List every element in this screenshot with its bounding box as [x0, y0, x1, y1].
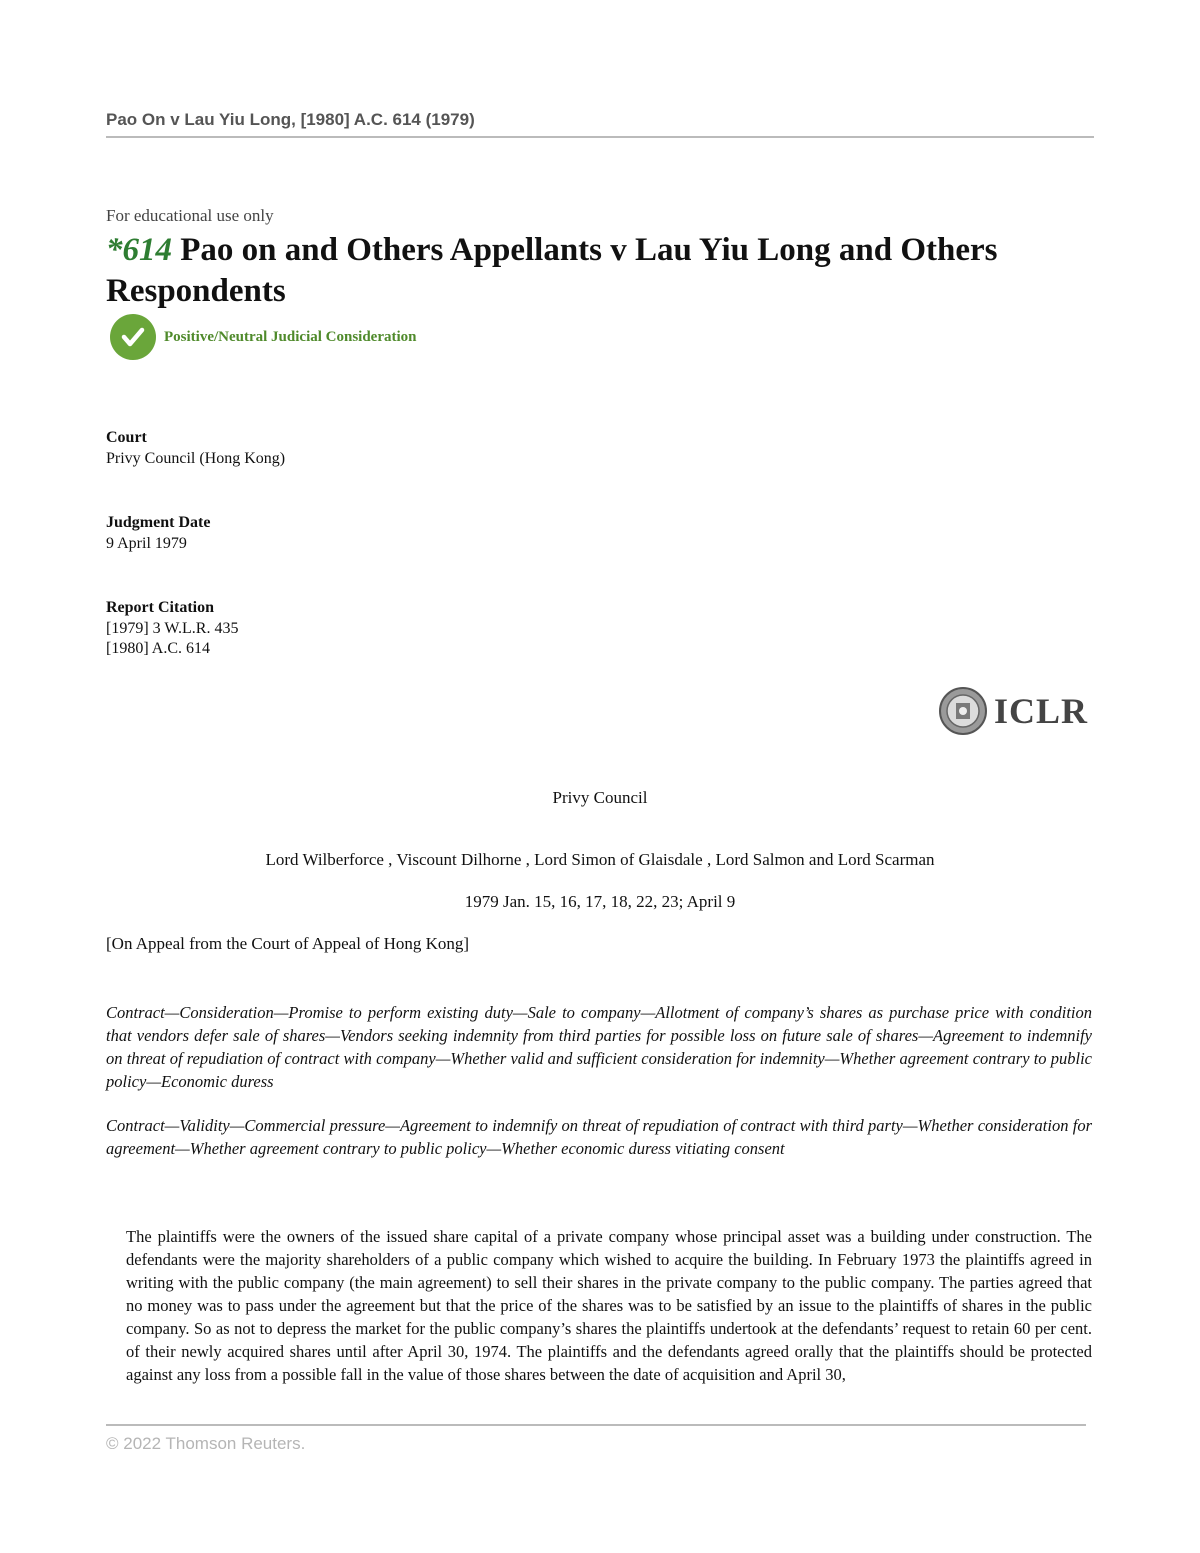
hearing-dates: 1979 Jan. 15, 16, 17, 18, 22, 23; April 9: [464, 892, 736, 911]
tribunal-name: Privy Council: [552, 788, 648, 807]
iclr-logo-text: ICLR: [994, 691, 1089, 731]
header-divider: [106, 136, 1094, 138]
document-header-citation: Pao On v Lau Yiu Long, [1980] A.C. 614 (1979): [106, 110, 475, 129]
judgment-date-label: Judgment Date: [106, 514, 211, 531]
case-title-text: Pao on and Others Appellants v Lau Yiu Long and Others Respondents: [106, 232, 998, 309]
appeal-from: [On Appeal from the Court of Appeal of Hong Kong]: [106, 934, 470, 953]
iclr-crest-icon: [938, 684, 988, 738]
judicial-treatment-label[interactable]: Positive/Neutral Judicial Consideration: [164, 328, 417, 345]
judicial-treatment-flag[interactable]: [110, 314, 417, 360]
educational-use-notice: For educational use only: [106, 206, 274, 225]
copyright-footer: © 2022 Thomson Reuters.: [106, 1434, 306, 1453]
court-label: Court: [106, 429, 147, 446]
footer-divider: [106, 1424, 1086, 1426]
report-citation-label: Report Citation: [106, 599, 214, 616]
judges-list: Lord Wilberforce , Viscount Dilhorne , Lord Simon of Glaisdale , Lord Salmon and Lord Scarman: [265, 850, 935, 869]
report-citation-2: [1980] A.C. 614: [106, 640, 210, 657]
court-value: Privy Council (Hong Kong): [106, 450, 286, 467]
headnote-paragraph: The plaintiffs were the owners of the issued share capital of a private company whose principal asset was a building under construction. The defendants were the majority shareholders of a public company which wished to acquire the building. In February 1973 the plaintiffs agreed in writing with the public company (the main agreement) to sell their shares in the private company to the public company. The parties agreed that no money was to pass under the agreement but that the price of the shares was to be satisfied by an issue to the plaintiffs of shares in the public company. So as not to depress the market for the public company’s shares the plaintiffs undertook at the defendants’ request to retain 60 per cent. of their newly acquired shares until after April 30, 1974. The plaintiffs and the defendants agreed orally that the plaintiffs should be protected against any loss from a possible fall in the value of those shares between the date of acquisition and April 30,: [126, 1227, 1092, 1384]
catchwords-1: Contract—Consideration—Promise to perform existing duty—Sale to company—Allotment of company’s shares as purchase price with condition that vendors defer sale of shares—Vendors seeking indemnity from third parties for possible loss on future sale of shares—Agreement to indemnify on threat of repudiation of contract with company—Whether valid and sufficient consideration for indemnity—Whether agreement contrary to public policy—Economic duress: [106, 1003, 1092, 1091]
catchwords-2: Contract—Validity—Commercial pressure—Agreement to indemnify on threat of repudiation of contract with third party—Whether consideration for agreement—Whether agreement contrary to public policy—Whether economic duress vitiating consent: [106, 1116, 1092, 1158]
iclr-logo: [938, 684, 1088, 738]
case-title: [106, 230, 1096, 312]
checkmark-icon: [110, 314, 156, 360]
judgment-date-value: 9 April 1979: [106, 535, 187, 552]
star-page-reference: *614: [106, 232, 172, 268]
report-citation-1: [1979] 3 W.L.R. 435: [106, 620, 239, 637]
